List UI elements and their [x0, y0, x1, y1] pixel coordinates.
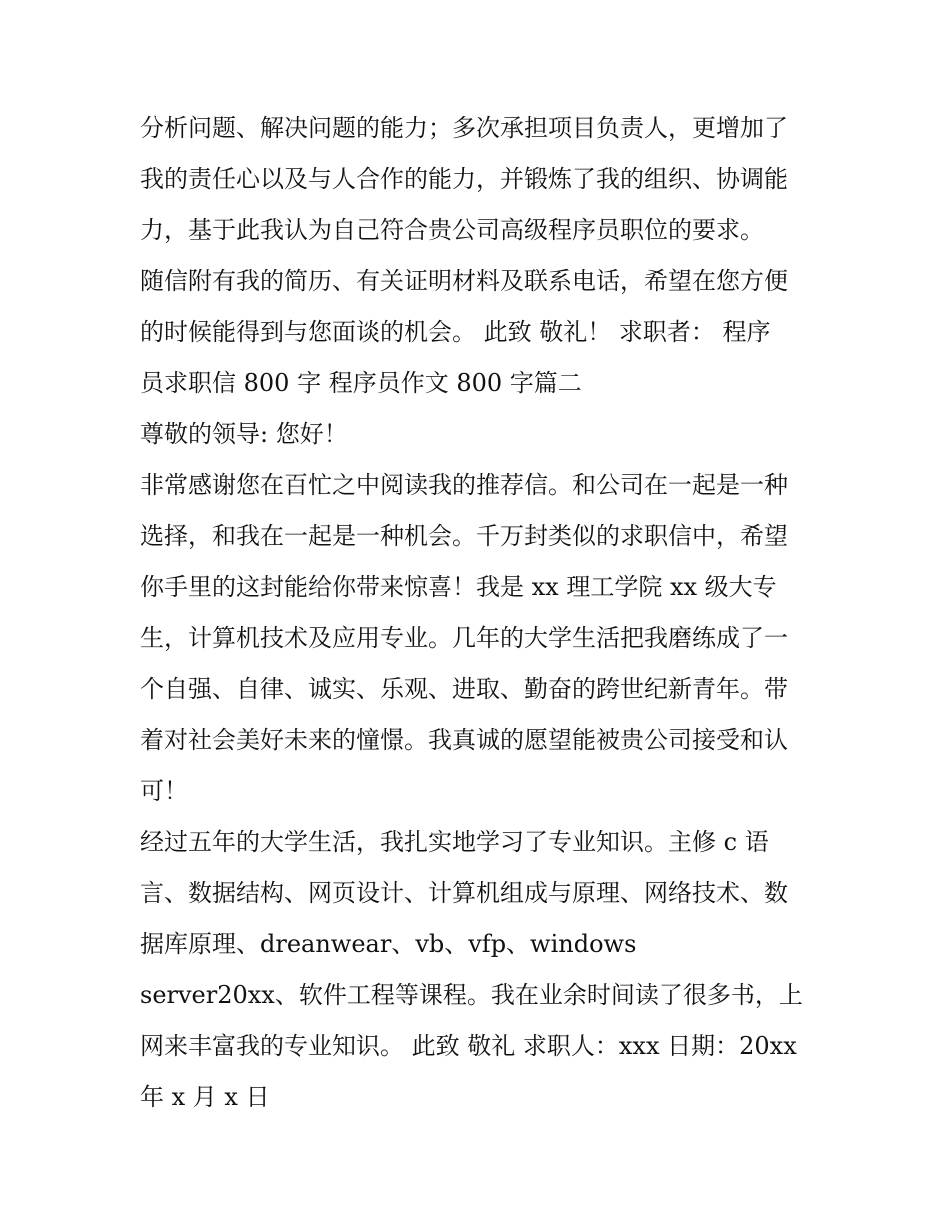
text-line: 网来丰富我的专业知识。 此致 敬礼 求职人：xxx 日期：20xx — [140, 1032, 797, 1060]
text-line: 我的责任心以及与人合作的能力，并锻炼了我的组织、协调能 — [140, 165, 788, 193]
text-line: 选择，和我在一起是一种机会。千万封类似的求职信中，希望 — [140, 522, 788, 550]
text-line: 你手里的这封能给你带来惊喜！我是 xx 理工学院 xx 级大专 — [140, 573, 777, 601]
text-line: 可！ — [140, 777, 188, 805]
text-line: 生，计算机技术及应用专业。几年的大学生活把我磨练成了一 — [140, 624, 788, 652]
body-text — [140, 103, 820, 1123]
text-line: 经过五年的大学生活，我扎实地学习了专业知识。主修 c 语 — [140, 828, 769, 856]
text-line: 随信附有我的简历、有关证明材料及联系电话，希望在您方便 — [140, 267, 788, 295]
text-line: 着对社会美好未来的憧憬。我真诚的愿望能被贵公司接受和认 — [140, 726, 788, 754]
text-line: 员求职信 800 字 程序员作文 800 字篇二 — [140, 369, 582, 397]
text-line: 个自强、自律、诚实、乐观、进取、勤奋的跨世纪新青年。带 — [140, 675, 788, 703]
text-line: 年 x 月 x 日 — [140, 1083, 270, 1111]
text-line: server20xx、软件工程等课程。我在业余时间读了很多书，上 — [140, 981, 803, 1009]
text-line: 的时候能得到与您面谈的机会。 此致 敬礼！ 求职者： 程序 — [140, 318, 771, 346]
text-line: 非常感谢您在百忙之中阅读我的推荐信。和公司在一起是一种 — [140, 471, 788, 499]
text-line: 尊敬的领导: 您好！ — [140, 420, 348, 448]
text-line: 据库原理、dreanwear、vb、vfp、windows — [140, 930, 637, 958]
text-line: 分析问题、解决问题的能力；多次承担项目负责人，更增加了 — [140, 114, 788, 142]
text-line: 力，基于此我认为自己符合贵公司高级程序员职位的要求。 — [140, 216, 764, 244]
text-line: 言、数据结构、网页设计、计算机组成与原理、网络技术、数 — [140, 879, 788, 907]
